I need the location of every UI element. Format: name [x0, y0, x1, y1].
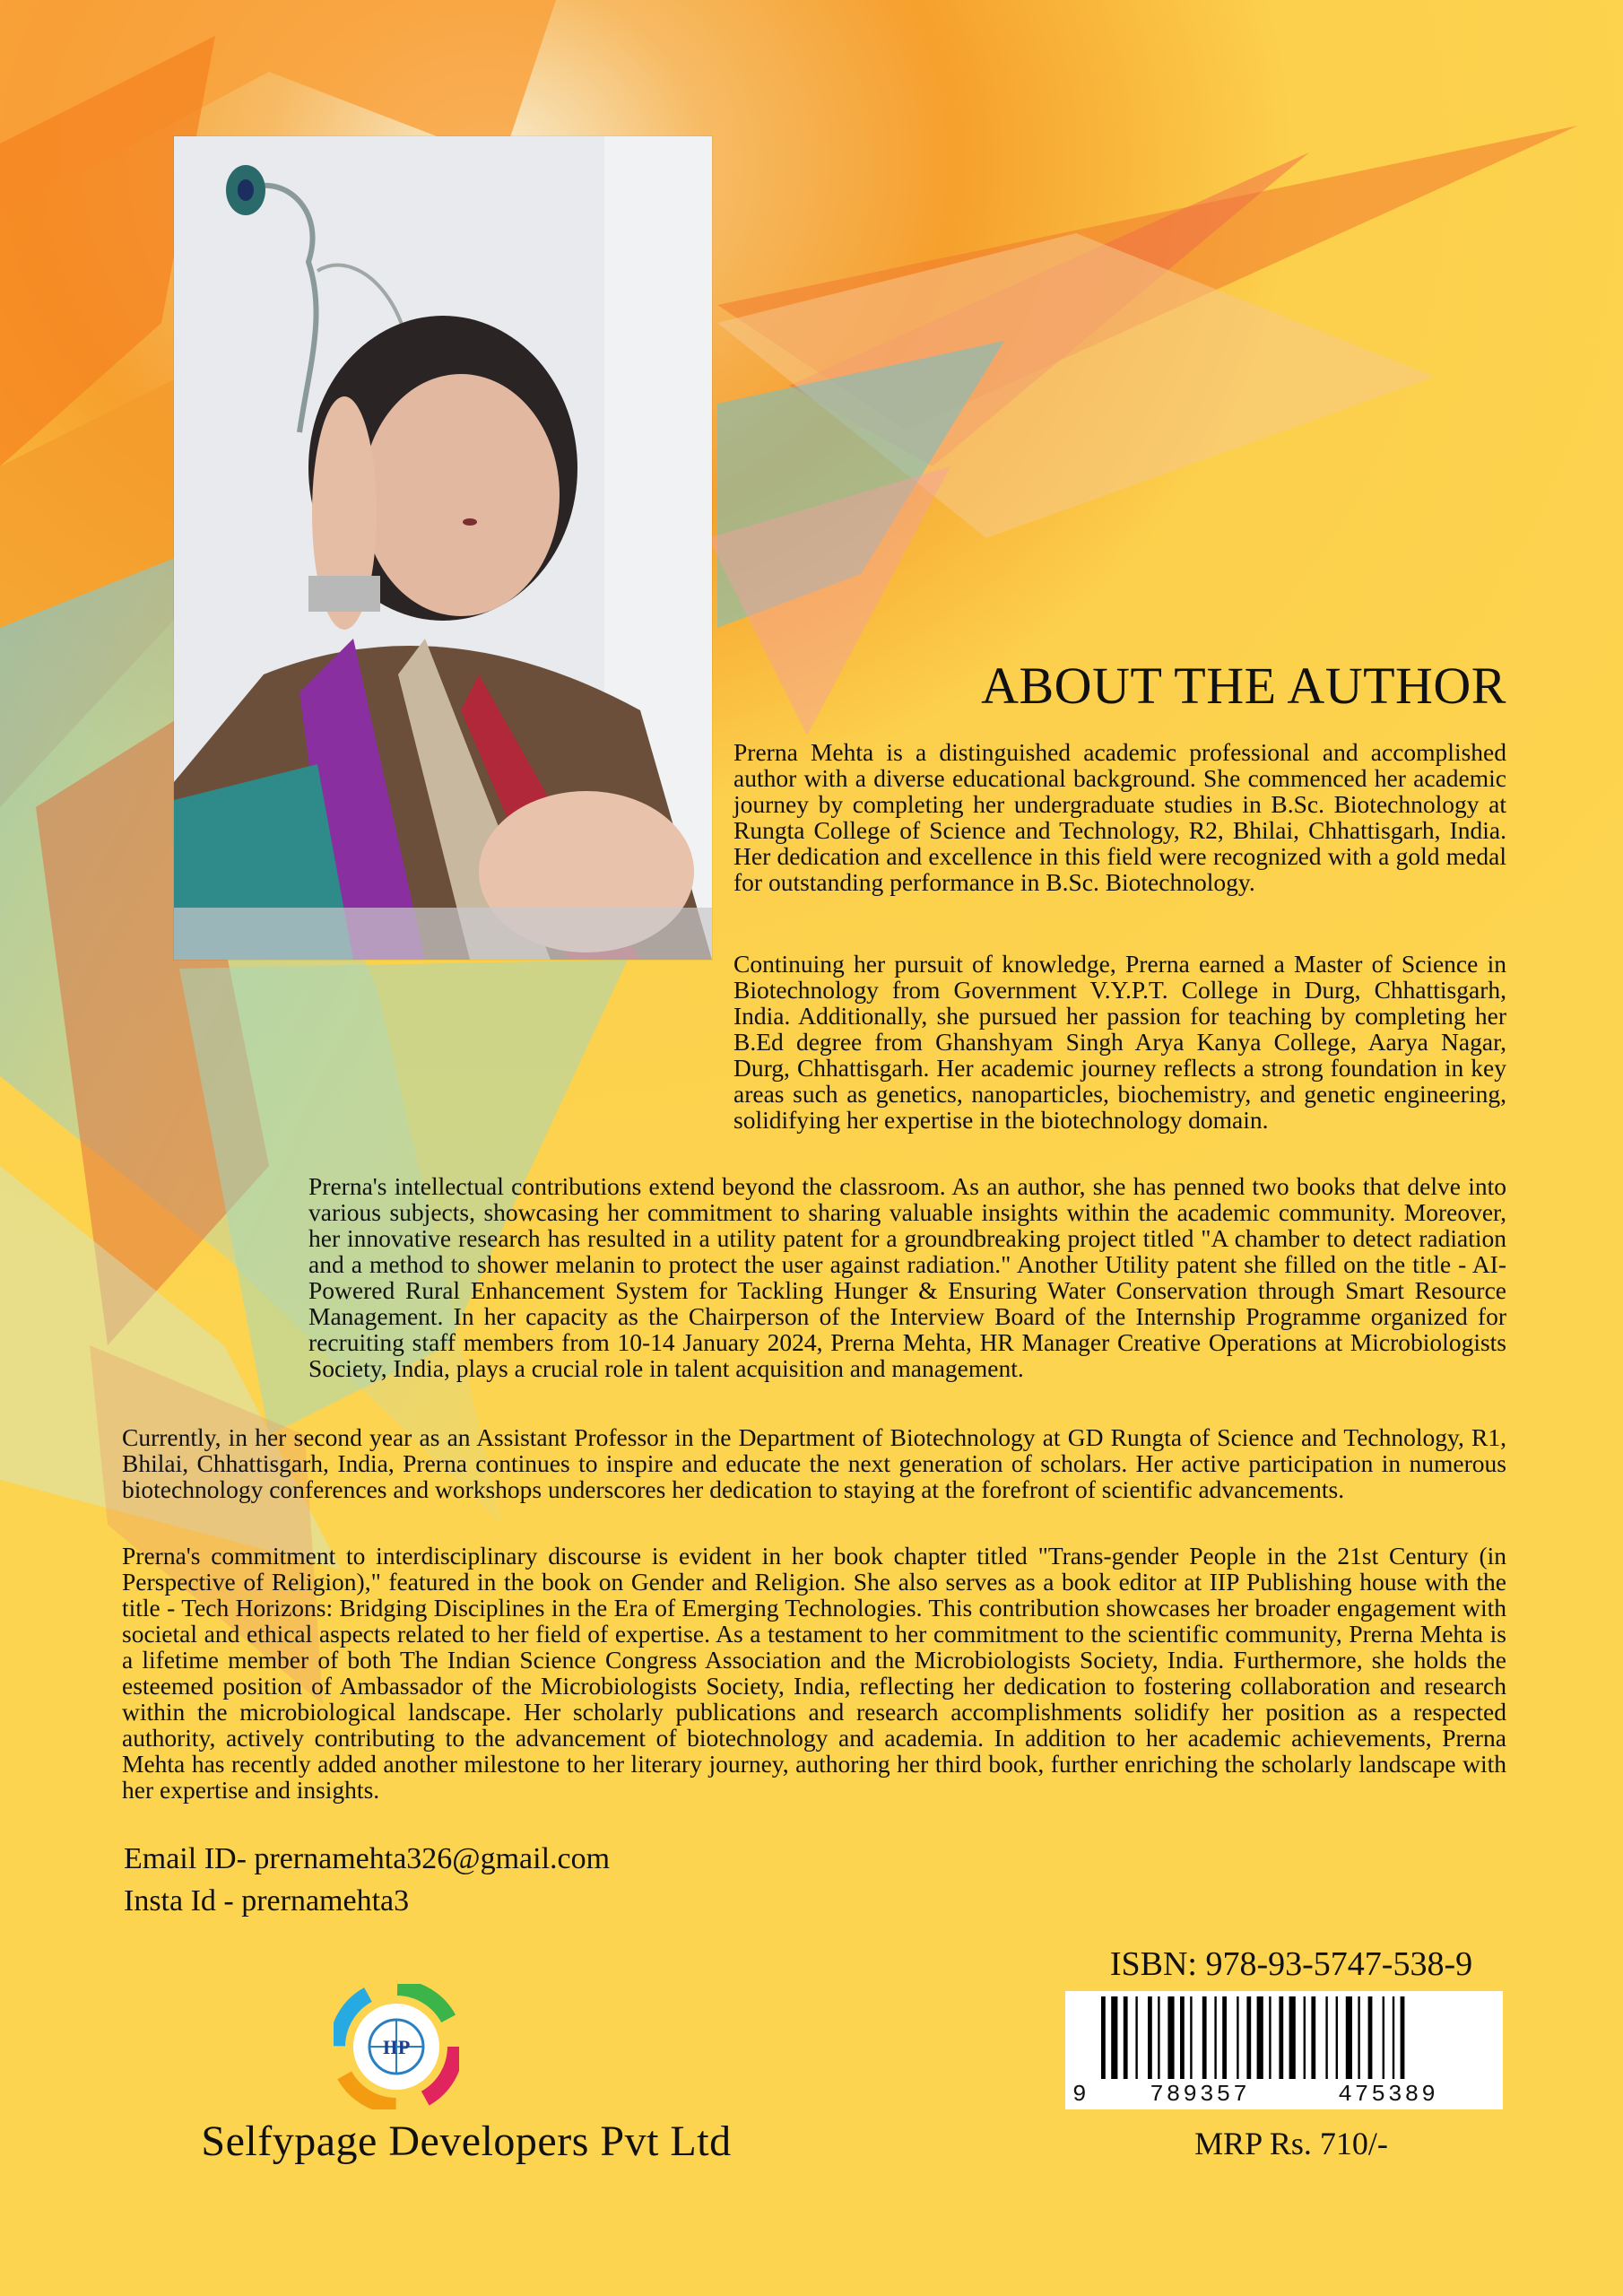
- about-paragraph-1: Prerna Mehta is a distinguished academic professional and accomplished author with a diverse educational background. She commenced her academic journey by completing her undergraduate studies in B.Sc. Biotechnology at Rungta College of Science and Technology, R2, Bhilai, Chhattisgarh, India. Her dedication and excellence in this field were recognized with a gold medal for outstanding performance in B.Sc. Biotechnology.: [733, 738, 1506, 896]
- publisher-logo-icon: [334, 1984, 459, 2109]
- barcode-bar: [1257, 1996, 1263, 2079]
- isbn-label: ISBN: 978-93-5747-538-9: [1109, 1945, 1473, 1983]
- email-contact: Email ID- prernamehta326@gmail.com: [124, 1842, 611, 1875]
- price-label: MRP Rs. 710/-: [1194, 2126, 1388, 2161]
- barcode-bar: [1202, 1996, 1207, 2079]
- about-paragraph-3: Prerna's intellectual contributions extend beyond the classroom. As an author, she has penned two books that delve into various subjects, showcasing her commitment to sharing valuable insights within the academic community. Moreover, her innovative research has resulted in a utility patent for a groundbreaking project titled "A chamber to detect radiation and a method to shower melanin to protect the user against radiation." Another Utility patent she filled on the title - AI-Powered Rural Enhancement System for Tackling Hunger & Ensuring Water Conservation through Smart Resource Management. In her capacity as the Chairperson of the Interview Board of the Internship Programme organized for recruiting staff members from 10-14 January 2024, Prerna Mehta, HR Manager Creative Operations at Microbiologists Society, India, plays a crucial role in talent acquisition and management.: [308, 1172, 1506, 1382]
- barcode-digits-right: 475389: [1338, 2081, 1438, 2108]
- author-photo: [174, 136, 712, 960]
- barcode-bar: [1336, 1996, 1338, 2079]
- barcode-bar: [1148, 1996, 1152, 2079]
- barcode-bar: [1311, 1996, 1315, 2079]
- author-portrait-icon: [174, 136, 712, 960]
- barcode-bar: [1393, 1996, 1394, 2079]
- barcode-bar: [1135, 1996, 1137, 2079]
- barcode-bar: [1325, 1996, 1327, 2079]
- about-paragraph-4: Currently, in her second year as an Assistant Professor in the Department of Biotechnology at GD Rungta of Science and Technology, R1, Bhilai, Chhattisgarh, India, Prerna continues to inspire and educate the next generation of scholars. Her active participation in numerous biotechnology conferences and workshops underscores her dedication to staying at the forefront of scientific advancements.: [122, 1423, 1506, 1503]
- barcode-bar: [1237, 1996, 1238, 2079]
- barcode-bar: [1101, 1996, 1106, 2079]
- barcode-bar: [1246, 1996, 1251, 2079]
- barcode-digits-left: 789357: [1150, 2081, 1250, 2108]
- instagram-contact: Insta Id - prernamehta3: [124, 1884, 410, 1918]
- publisher-logo: [334, 1984, 459, 2109]
- barcode-bar: [1383, 1996, 1384, 2079]
- barcode-bar: [1269, 1996, 1271, 2079]
- barcode-bar: [1190, 1996, 1192, 2079]
- barcode-bar: [1368, 1996, 1373, 2079]
- isbn-barcode: [1065, 1991, 1503, 2109]
- barcode-bar: [1214, 1996, 1216, 2079]
- barcode-bar: [1279, 1996, 1283, 2079]
- about-paragraph-5: Prerna's commitment to interdisciplinary discourse is evident in her book chapter titled "Trans-gender People in the 21st Century (in Perspective of Religion)," featured in the book on Gender and Religion. She also serves as a book editor at IIP Publishing house with the title - Tech Horizons: Bridging Disciplines in the Era of Emerging Technologies. This contribution showcases her broader engagement with societal and ethical aspects related to her field of expertise. As a testament to her commitment to the scientific community, Prerna Mehta is a lifetime member of both The Indian Science Congress Association and the Microbiologists Society, India. Furthermore, she holds the esteemed position of Ambassador of the Microbiologists Society, India, reflecting her dedication to fostering collaboration and research within the microbiological landscape. Her scholarly publications and research accomplishments solidify her position as a respected authority, actively contributing to the advancement of biotechnology and academia. In addition to her academic achievements, Prerna Mehta has recently added another milestone to her literary journey, authoring her third book, further enriching the scholarly landscape with her expertise and insights.: [122, 1542, 1506, 1804]
- barcode-bar: [1111, 1996, 1117, 2079]
- barcode-bar: [1158, 1996, 1159, 2079]
- barcode-bar: [1222, 1996, 1227, 2079]
- barcode-bar: [1401, 1996, 1405, 2079]
- barcode-bar: [1289, 1996, 1296, 2079]
- barcode-bar: [1167, 1996, 1174, 2079]
- about-paragraph-2: Continuing her pursuit of knowledge, Prerna earned a Master of Science in Biotechnology from Government V.Y.P.T. College in Durg, Chhattisgarh, India. Additionally, she pursued her passion for teaching by completing her B.Ed degree from Ghanshyam Singh Arya Kanya College, Aarya Nagar, Durg, Chhattisgarh. Her academic journey reflects a strong foundation in key areas such as genetics, nanoparticles, biochemistry, and genetic engineering, solidifying her expertise in the biotechnology domain.: [733, 950, 1506, 1134]
- barcode-bar: [1358, 1996, 1359, 2079]
- barcode-bar: [1304, 1996, 1306, 2079]
- barcode-bar: [1180, 1996, 1185, 2079]
- publisher-name: Selfypage Developers Pvt Ltd: [201, 2118, 732, 2165]
- about-the-author-heading: ABOUT THE AUTHOR: [981, 657, 1506, 715]
- publisher-logo-text: IIP: [382, 2036, 411, 2058]
- barcode-bar: [1124, 1996, 1128, 2079]
- barcode-bar: [1346, 1996, 1352, 2079]
- barcode-digit-prefix: 9: [1072, 2081, 1087, 2108]
